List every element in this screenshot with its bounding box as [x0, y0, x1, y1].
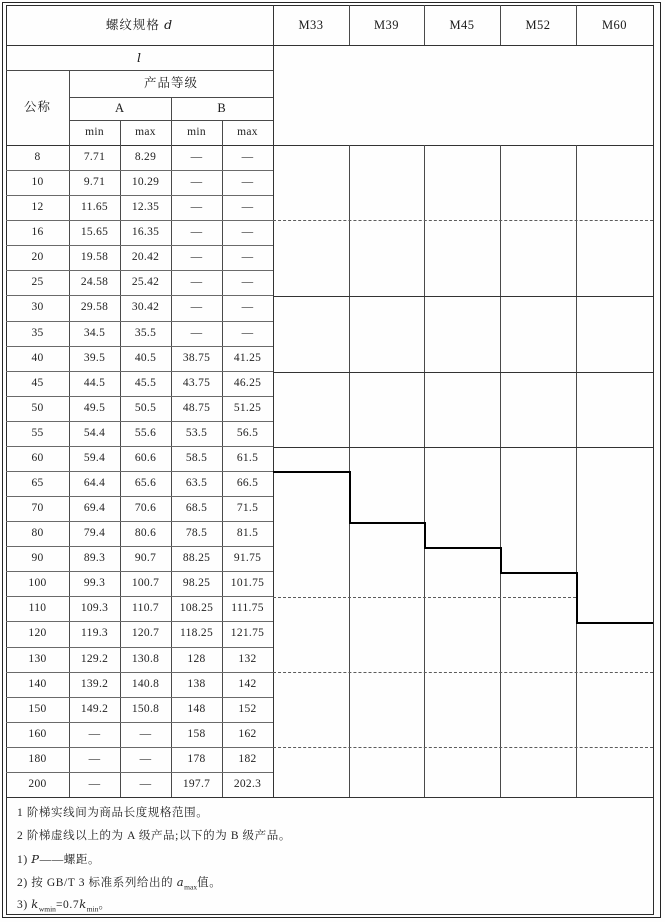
row-length-value: 45 — [31, 376, 44, 389]
commercial-range-step-line — [424, 547, 500, 549]
grid-line — [424, 5, 425, 45]
commercial-range-step-line — [500, 572, 576, 574]
row-length-value: 110 — [28, 602, 47, 615]
grade-b-min-header: min — [187, 126, 206, 138]
cell-grade-b-max: 81.5 — [236, 527, 259, 540]
row-length-value: 130 — [28, 652, 47, 665]
nominal-header: 公称 — [23, 100, 51, 114]
cell-grade-b-min: 88.25 — [182, 552, 211, 565]
cell-grade-a-max: 60.6 — [134, 451, 157, 464]
cell-grade-b-max: — — [241, 326, 254, 339]
thread-column-m39: M39 — [373, 18, 400, 32]
grid-line — [500, 145, 501, 797]
cell-grade-a-min: 15.65 — [80, 226, 109, 239]
cell-grade-a-max: 12.35 — [131, 201, 160, 214]
cell-grade-b-min: — — [190, 301, 203, 314]
thread-column-m33: M33 — [298, 18, 324, 32]
cell-grade-b-max: 46.25 — [233, 376, 262, 389]
cell-grade-b-min: — — [190, 226, 203, 239]
row-length-value: 10 — [31, 176, 44, 189]
footnote-1-number: 1) — [17, 854, 32, 866]
cell-grade-a-min: 34.5 — [83, 326, 106, 339]
cell-grade-b-min: — — [190, 176, 203, 189]
cell-grade-a-min: — — [88, 727, 101, 740]
row-length-value: 200 — [28, 777, 47, 790]
cell-grade-a-max: 150.8 — [131, 702, 160, 715]
cell-grade-b-min: 98.25 — [182, 577, 211, 590]
row-length-value: 60 — [31, 451, 44, 464]
cell-grade-b-min: 63.5 — [185, 477, 208, 489]
cell-grade-a-min: 11.65 — [81, 201, 108, 214]
cell-grade-a-min: 44.5 — [83, 376, 106, 389]
cell-grade-b-min: 197.7 — [182, 777, 211, 790]
cell-grade-b-min: 118.25 — [180, 627, 213, 640]
row-length-value: 12 — [31, 201, 44, 214]
row-length-value: 160 — [28, 727, 47, 740]
cell-grade-b-max: — — [241, 251, 254, 264]
cell-grade-b-max: 202.3 — [233, 777, 262, 790]
commercial-range-step-line — [576, 572, 578, 622]
cell-grade-b-max: — — [241, 176, 254, 189]
cell-grade-b-min: — — [190, 201, 203, 214]
grid-line — [6, 45, 653, 46]
cell-grade-b-min: 138 — [187, 677, 206, 690]
commercial-range-step-line — [273, 471, 349, 473]
a-symbol: a — [176, 875, 185, 889]
thread-column-m60: M60 — [601, 18, 628, 32]
grade-boundary-line — [273, 672, 653, 673]
cell-grade-a-max: 55.6 — [134, 426, 157, 439]
thread-spec-label: 螺纹规格 — [105, 18, 160, 32]
cell-grade-a-min: 69.4 — [83, 502, 106, 515]
cell-grade-b-min: 68.5 — [185, 502, 208, 515]
row-length-value: 8 — [34, 151, 41, 163]
a-subscript: max — [184, 882, 198, 892]
row-length-value: 25 — [31, 276, 44, 289]
grade-boundary-line — [273, 597, 576, 598]
cell-grade-b-max: 71.5 — [236, 502, 259, 515]
commercial-range-step-line — [500, 547, 502, 572]
cell-grade-a-min: 7.71 — [83, 151, 106, 163]
cell-grade-b-max: 142 — [238, 677, 257, 690]
cell-grade-b-max: 152 — [238, 702, 257, 715]
cell-grade-a-max: 65.6 — [134, 477, 157, 489]
cell-grade-a-max: 50.5 — [134, 401, 157, 414]
cell-grade-a-max: 130.8 — [131, 652, 160, 665]
grade-boundary-line — [273, 747, 653, 748]
cell-grade-a-max: 16.35 — [131, 226, 160, 239]
cell-grade-a-max: — — [139, 777, 152, 790]
k-symbol-2: k — [79, 897, 87, 911]
length-symbol: l — [137, 50, 142, 65]
cell-grade-b-min: 128 — [187, 652, 206, 665]
grid-line — [349, 5, 350, 45]
cell-grade-a-max: 30.42 — [131, 301, 160, 314]
cell-grade-a-max: 8.29 — [134, 151, 157, 163]
cell-grade-a-max: — — [139, 727, 152, 740]
grid-line — [424, 145, 425, 797]
cell-grade-b-max: — — [241, 151, 254, 163]
note-1: 1 阶梯实线间为商品长度规格范围。 — [17, 807, 209, 819]
cell-grade-a-min: 149.2 — [80, 702, 109, 715]
cell-grade-a-max: 20.42 — [131, 251, 160, 264]
cell-grade-b-min: 58.5 — [185, 451, 208, 464]
grid-line — [273, 5, 274, 797]
length-symbol-header — [6, 45, 273, 70]
cell-grade-b-max: — — [241, 226, 254, 239]
commercial-range-step-line — [349, 471, 351, 522]
grid-line — [273, 296, 653, 297]
row-length-value: 35 — [31, 326, 44, 339]
grade-a-header: A — [114, 101, 126, 115]
commercial-range-step-line — [424, 522, 426, 547]
cell-grade-a-max: 100.7 — [131, 577, 160, 590]
row-length-value: 120 — [28, 627, 47, 640]
pitch-symbol: P — [31, 852, 40, 866]
row-length-value: 20 — [31, 251, 44, 264]
cell-grade-a-min: — — [88, 752, 101, 765]
cell-grade-a-max: 140.8 — [131, 677, 160, 690]
cell-grade-a-max: 80.6 — [134, 527, 157, 540]
cell-grade-b-max: 51.25 — [233, 401, 262, 414]
cell-grade-a-min: 9.71 — [83, 176, 106, 189]
grade-a-max-header: max — [135, 126, 156, 138]
thread-column-m52: M52 — [525, 18, 551, 32]
row-length-value: 70 — [31, 502, 44, 515]
cell-grade-b-max: — — [241, 276, 254, 289]
cell-grade-b-min: 158 — [187, 727, 206, 740]
product-grade-header: 产品等级 — [143, 76, 198, 90]
row-length-value: 90 — [31, 552, 44, 565]
cell-grade-b-min: — — [190, 251, 203, 264]
grid-line — [576, 145, 577, 797]
footnote-2 — [17, 872, 221, 892]
cell-grade-a-min: 64.4 — [83, 477, 106, 489]
cell-grade-a-max: — — [139, 752, 152, 765]
grid-line — [500, 5, 501, 45]
cell-grade-a-max: 120.7 — [131, 627, 160, 640]
cell-grade-b-max: 66.5 — [236, 477, 259, 489]
grid-line — [273, 447, 653, 448]
grade-boundary-line — [273, 220, 653, 221]
cell-grade-b-max: 111.75 — [231, 602, 264, 615]
row-length-value: 40 — [31, 351, 44, 364]
grade-b-max-header: max — [237, 126, 258, 138]
cell-grade-b-min: — — [190, 326, 203, 339]
row-length-value: 150 — [28, 702, 47, 715]
cell-grade-a-min: 19.58 — [80, 251, 109, 264]
k-subscript-min: min — [86, 904, 99, 914]
cell-grade-b-max: 61.5 — [236, 451, 259, 464]
grade-b-header: B — [217, 101, 227, 115]
cell-grade-b-min: 53.5 — [185, 426, 208, 439]
cell-grade-b-min: — — [190, 276, 203, 289]
cell-grade-b-max: 162 — [238, 727, 257, 740]
cell-grade-a-max: 10.29 — [131, 176, 160, 189]
footnote-3-number: 3) — [17, 899, 32, 911]
cell-grade-a-max: 35.5 — [134, 326, 157, 339]
note-2: 2 阶梯虚线以上的为 A 级产品;以下的为 B 级产品。 — [17, 830, 291, 842]
cell-grade-a-min: 24.58 — [80, 276, 109, 289]
row-length-value: 100 — [28, 577, 47, 590]
cell-grade-a-max: 40.5 — [134, 351, 157, 364]
cell-grade-a-max: 70.6 — [134, 502, 157, 515]
cell-grade-a-min: 129.2 — [80, 652, 109, 665]
footnote-3-end: 。 — [98, 899, 111, 911]
cell-grade-b-min: 78.5 — [185, 527, 208, 540]
cell-grade-b-max: 121.75 — [230, 627, 265, 640]
thread-spec-header — [6, 5, 273, 45]
row-length-value: 140 — [28, 677, 47, 690]
notes-block — [17, 797, 647, 915]
commercial-range-step-line — [349, 522, 424, 524]
cell-grade-a-max: 110.7 — [132, 602, 159, 615]
grid-line — [576, 5, 577, 45]
cell-grade-a-min: 139.2 — [80, 677, 109, 690]
cell-grade-b-min: 38.75 — [182, 351, 211, 364]
k-symbol: k — [31, 897, 39, 911]
row-length-value: 30 — [31, 301, 44, 314]
row-length-value: 180 — [28, 752, 47, 765]
cell-grade-b-max: 56.5 — [236, 426, 259, 439]
row-length-value: 65 — [31, 477, 44, 489]
footnote-1-text: ——螺距。 — [39, 854, 101, 866]
cell-grade-a-min: 109.3 — [80, 602, 109, 615]
grade-a-min-header: min — [85, 126, 104, 138]
commercial-range-step-line — [576, 622, 653, 624]
cell-grade-a-min: — — [88, 777, 101, 790]
row-length-value: 55 — [31, 426, 44, 439]
footnote-3 — [17, 894, 111, 914]
cell-grade-b-max: — — [241, 301, 254, 314]
cell-grade-a-min: 89.3 — [83, 552, 106, 565]
grid-line — [273, 372, 653, 373]
cell-grade-b-max: 91.75 — [233, 552, 262, 565]
footnote-2-suffix: 值。 — [197, 877, 222, 889]
row-length-value: 50 — [31, 401, 44, 414]
thread-column-m45: M45 — [449, 18, 475, 32]
cell-grade-a-min: 59.4 — [83, 451, 106, 464]
cell-grade-b-min: 178 — [187, 752, 206, 765]
formula-equals: =0.7 — [55, 899, 80, 911]
cell-grade-a-max: 45.5 — [134, 376, 157, 389]
footnote-1 — [17, 849, 100, 869]
footnote-2-text: 2) 按 GB/T 3 标准系列给出的 — [17, 877, 177, 889]
cell-grade-b-min: 148 — [187, 702, 206, 715]
cell-grade-b-max: 41.25 — [233, 351, 262, 364]
cell-grade-a-min: 119.3 — [81, 627, 108, 640]
grid-line — [6, 70, 273, 71]
grid-line — [6, 797, 653, 798]
cell-grade-b-min: 43.75 — [182, 376, 211, 389]
cell-grade-b-min: — — [190, 151, 203, 163]
cell-grade-a-min: 39.5 — [83, 351, 106, 364]
cell-grade-a-min: 79.4 — [83, 527, 106, 540]
cell-grade-a-max: 90.7 — [134, 552, 157, 565]
cell-grade-a-max: 25.42 — [131, 276, 160, 289]
row-length-value: 80 — [31, 527, 44, 540]
cell-grade-b-max: 132 — [238, 652, 257, 665]
cell-grade-a-min: 29.58 — [80, 301, 109, 314]
cell-grade-a-min: 99.3 — [83, 577, 106, 590]
cell-grade-b-min: 108.25 — [179, 602, 214, 615]
cell-grade-b-min: 48.75 — [182, 401, 211, 414]
cell-grade-b-max: — — [241, 201, 254, 214]
cell-grade-b-max: 101.75 — [230, 577, 265, 590]
row-length-value: 16 — [31, 226, 44, 239]
k-subscript-wmin: wmin — [38, 904, 56, 914]
cell-grade-a-min: 49.5 — [83, 401, 106, 414]
thread-spec-symbol: d — [164, 17, 174, 32]
cell-grade-b-max: 182 — [238, 752, 257, 765]
cell-grade-a-min: 54.4 — [83, 426, 106, 439]
